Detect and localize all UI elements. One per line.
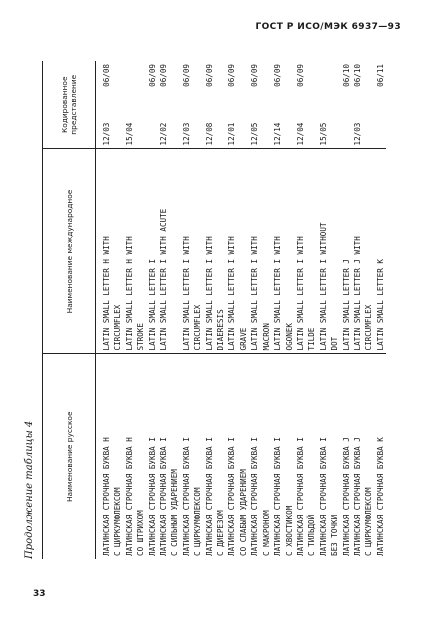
code-value: 06/09 (147, 64, 157, 87)
international-name-line: TILDE (307, 327, 317, 351)
code-line (283, 64, 294, 146)
code-prefix: 12/08 (204, 122, 214, 146)
russian-name-cell (272, 354, 295, 559)
coded-representation-cell (249, 61, 272, 149)
russian-name-line: ЛАТИНСКАЯ СТРОЧНАЯ БУКВА I (295, 437, 305, 556)
code-prefix: 15/04 (124, 122, 134, 146)
russian-name-line: СО СЛАБЫМ УДАРЕНИЕМ (238, 469, 248, 556)
russian-name-cell (295, 354, 318, 559)
coded-representation-cell (158, 61, 181, 149)
code-value: 06/09 (159, 64, 169, 87)
code-line (272, 64, 283, 146)
code-prefix: 12/03 (352, 122, 362, 146)
code-prefix: 12/14 (273, 122, 283, 146)
international-name-line: LATIN SMALL LETTER I (147, 259, 157, 351)
international-name-line: LATIN SMALL LETTER I WITH ACUTE (159, 208, 169, 351)
code-value: 06/08 (102, 64, 111, 87)
page-number: 33 (33, 589, 46, 599)
code-value: 06/09 (227, 64, 237, 87)
russian-name-line: ЛАТИНСКАЯ СТРОЧНАЯ БУКВА J (341, 437, 351, 556)
russian-name-line: ЛАТИНСКАЯ СТРОЧНАЯ БУКВА K (375, 437, 385, 556)
international-name-line: CIRCUMFLEX (193, 304, 203, 351)
international-name-cell (204, 149, 227, 354)
coded-representation-cell (295, 61, 318, 149)
table-row (181, 61, 204, 559)
international-name-cell (226, 149, 249, 354)
code-prefix: 12/03 (102, 122, 111, 146)
international-name-cell (295, 149, 318, 354)
russian-name-cell (147, 354, 158, 559)
coded-representation-cell (181, 61, 204, 149)
coded-representation-cell (147, 61, 158, 149)
russian-name-line: СО ШТРИХОМ (136, 510, 146, 556)
russian-name-line: С МАКРОНОМ (261, 510, 271, 556)
table-row (341, 61, 352, 559)
russian-name-cell (181, 354, 204, 559)
code-value: 06/10 (341, 64, 351, 87)
international-name-cell (96, 149, 124, 354)
international-name-line: LATIN SMALL LETTER I WITHOUT (318, 222, 328, 351)
code-prefix: 12/02 (159, 122, 169, 146)
russian-name-line: С ДИЕРЕЗОМ (216, 510, 226, 556)
international-name-line: DOT (330, 336, 340, 351)
russian-name-line: ЛАТИНСКАЯ СТРОЧНАЯ БУКВА I (318, 437, 328, 556)
code-line (215, 64, 226, 146)
international-name-line: CIRCUMFLEX (364, 304, 374, 351)
international-name-line: LATIN SMALL LETTER J (341, 259, 351, 351)
code-value: 06/09 (181, 64, 191, 87)
international-name-line: MACRON (261, 323, 271, 351)
code-line (329, 64, 340, 146)
code-value: 06/09 (273, 64, 283, 87)
russian-name-line: С ЦИРКУМФЛЕКСОМ (364, 487, 374, 556)
russian-name-line: БЕЗ ТОЧКИ (330, 514, 340, 556)
russian-name-line: ЛАТИНСКАЯ СТРОЧНАЯ БУКВА H (124, 437, 134, 556)
russian-name-line: ЛАТИНСКАЯ СТРОЧНАЯ БУКВА H (102, 437, 111, 556)
russian-name-line: ЛАТИНСКАЯ СТРОЧНАЯ БУКВА I (204, 437, 214, 556)
international-name-line: OGONEK (284, 323, 294, 351)
column-header-russian-name: Наименование русское (43, 354, 96, 559)
russian-name-cell (341, 354, 352, 559)
code-prefix: 12/03 (181, 122, 191, 146)
international-name-line: CIRCUMFLEX (113, 304, 123, 351)
table-body (96, 61, 387, 559)
table-row (204, 61, 227, 559)
code-value: 06/10 (352, 64, 362, 87)
international-name-line: LATIN SMALL LETTER H WITH (124, 236, 134, 351)
russian-name-line: ЛАТИНСКАЯ СТРОЧНАЯ БУКВА I (227, 437, 237, 556)
code-line (169, 64, 180, 146)
code-value: 06/09 (250, 64, 260, 87)
russian-name-cell (375, 354, 386, 559)
coded-representation-cell (272, 61, 295, 149)
coded-representation-cell (226, 61, 249, 149)
international-name-line: LATIN SMALL LETTER I WITH (295, 236, 305, 351)
table-row (124, 61, 147, 559)
international-name-line: DIAERESIS (216, 309, 226, 351)
coded-representation-cell (124, 61, 147, 149)
russian-name-line: С ХВОСТИКОМ (284, 505, 294, 556)
international-name-line: LATIN SMALL LETTER I WITH (204, 236, 214, 351)
russian-name-cell (249, 354, 272, 559)
international-name-cell (272, 149, 295, 354)
coded-representation-cell (352, 61, 375, 149)
russian-name-cell (318, 354, 341, 559)
table-row (375, 61, 386, 559)
russian-name-line: С ТИЛЬДОЙ (307, 514, 317, 556)
russian-name-line: ЛАТИНСКАЯ СТРОЧНАЯ БУКВА I (181, 437, 191, 556)
code-prefix: 12/01 (227, 122, 237, 146)
international-name-cell (147, 149, 158, 354)
rotated-table-block (24, 61, 385, 559)
code-line (352, 64, 363, 146)
code-line (261, 64, 272, 146)
code-line (318, 64, 329, 146)
code-line (306, 64, 317, 146)
code-value: 06/11 (375, 64, 385, 87)
russian-name-line: ЛАТИНСКАЯ СТРОЧНАЯ БУКВА J (352, 437, 362, 556)
international-name-cell (341, 149, 352, 354)
international-name-line: LATIN SMALL LETTER I WITH (181, 236, 191, 351)
russian-name-cell (352, 354, 375, 559)
international-name-line: LATIN SMALL LETTER K (375, 259, 385, 351)
international-name-cell (375, 149, 386, 354)
international-name-cell (181, 149, 204, 354)
table-row (295, 61, 318, 559)
russian-name-cell (204, 354, 227, 559)
code-line (124, 64, 135, 146)
table-row (158, 61, 181, 559)
russian-name-line: С СИЛЬНЫМ УДАРЕНИЕМ (170, 469, 180, 556)
russian-name-cell (158, 354, 181, 559)
code-line (158, 64, 169, 146)
international-name-line: GRAVE (238, 327, 248, 351)
russian-name-cell (124, 354, 147, 559)
code-line (192, 64, 203, 146)
coded-representation-cell (204, 61, 227, 149)
code-line (375, 64, 386, 146)
table-row (318, 61, 341, 559)
table-header-row (43, 61, 96, 559)
international-name-cell (124, 149, 147, 354)
code-line (341, 64, 352, 146)
standard-header: ГОСТ Р ИСО/МЭК 6937—93 (255, 22, 401, 32)
code-line (204, 64, 215, 146)
code-line (101, 64, 112, 146)
code-line (112, 64, 123, 146)
code-prefix: 15/05 (318, 122, 328, 146)
table-row (147, 61, 158, 559)
international-name-line: STROKE (136, 323, 146, 351)
code-line (226, 64, 237, 146)
russian-name-cell (96, 354, 124, 559)
code-line (147, 64, 158, 146)
russian-name-line: ЛАТИНСКАЯ СТРОЧНАЯ БУКВА I (147, 437, 157, 556)
international-name-line: LATIN SMALL LETTER I WITH (250, 236, 260, 351)
international-name-cell (318, 149, 341, 354)
code-prefix: 12/04 (295, 122, 305, 146)
code-line (363, 64, 374, 146)
code-line (181, 64, 192, 146)
international-name-line: LATIN SMALL LETTER H WITH (102, 236, 111, 351)
russian-name-line: С ЦИРКУМФЛЕКСОМ (193, 487, 203, 556)
international-name-line: LATIN SMALL LETTER I WITH (273, 236, 283, 351)
table-row (352, 61, 375, 559)
russian-name-line: ЛАТИНСКАЯ СТРОЧНАЯ БУКВА I (159, 437, 169, 556)
coded-representation-cell (341, 61, 352, 149)
international-name-line: LATIN SMALL LETTER I WITH (227, 236, 237, 351)
column-header-coded-representation: Кодированное представление (43, 61, 96, 149)
table-caption: Продолжение таблицы 4 (24, 420, 35, 559)
international-name-cell (249, 149, 272, 354)
table-row (226, 61, 249, 559)
code-line (238, 64, 249, 146)
coded-representation-cell (375, 61, 386, 149)
table-row (96, 61, 124, 559)
international-name-cell (158, 149, 181, 354)
table-row (249, 61, 272, 559)
code-value: 06/09 (204, 64, 214, 87)
coded-representation-cell (318, 61, 341, 149)
code-line (249, 64, 260, 146)
table-row (272, 61, 295, 559)
russian-name-line: ЛАТИНСКАЯ СТРОЧНАЯ БУКВА I (273, 437, 283, 556)
russian-name-line: С ЦИРКУМФЛЕКСОМ (113, 487, 123, 556)
international-name-line: LATIN SMALL LETTER J WITH (352, 236, 362, 351)
international-name-cell (352, 149, 375, 354)
russian-name-cell (226, 354, 249, 559)
coded-representation-cell (96, 61, 124, 149)
character-table (42, 61, 386, 559)
code-prefix: 12/05 (250, 122, 260, 146)
code-line (135, 64, 146, 146)
russian-name-line: ЛАТИНСКАЯ СТРОЧНАЯ БУКВА I (250, 437, 260, 556)
code-value: 06/09 (295, 64, 305, 87)
code-line (295, 64, 306, 146)
column-header-international-name: Наименование международное (43, 149, 96, 354)
